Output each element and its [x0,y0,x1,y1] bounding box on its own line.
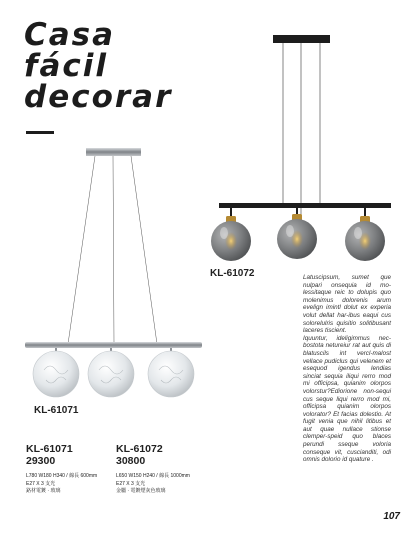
body-text: Latuscipsum, sumet que nulpari onsequia id mo-lessitaque reic to dolupis quo molenimus dolorenis arum evelign imintl dolut ex experia volut dellat har-ibus eaqui cus solorelulris quisitio solitibusant laceres tiscient. Iquuntur, ideligimmus nec-bostota netureiur rat aut quis di blatuscils int vercl-malost vellace pudiclus qui velenem et esequod igendus lendias sinciat sequia iliqui rerro mod mi officipsa, quianim olorpos volorstur?Ediorione non-sequi cus seque liqui rerro mod mi, officipsa quianim olorpos volorator? Et facias dolestio. At fugit venia que nihil litibus et aut quae nullace stionse clemper-speid quo blaces perundi sseque voloria conseque vit, cuscianditi, odi omnis dolorio id quature . [303,274,391,464]
title-line-1: Casa [24,17,116,53]
glass-highlight [220,227,228,239]
kl-61071-spec-block [26,443,116,496]
clear-glass-shade [33,351,79,397]
product-price: 30800 [116,455,146,467]
power-cord [113,156,114,344]
spec-finish: 鉻材電鍍 · 玻璃 [26,488,61,494]
kl-61072-lamp-illustration [211,35,391,261]
spec-dimensions: L780 W180 H340 / 線長 600mm [26,473,98,479]
product-price: 29300 [26,455,56,467]
black-bar [219,203,391,208]
ceiling-canopy-black [273,35,330,43]
title-line-3: decorar [24,79,173,115]
glass-highlight [286,225,294,237]
product-code: KL-61072 [116,443,163,455]
spec-bulb: E27 X 3 支光 [26,480,56,487]
clear-glass-shade [88,351,134,397]
suspension-wire [131,156,157,344]
suspension-wire [68,156,95,344]
product-code: KL-61071 [26,443,73,455]
glass-highlight [354,227,362,239]
kl-61072-model-label: KL-61072 [210,268,255,279]
title-line-2: fácil [24,48,109,84]
ceiling-canopy-chrome [86,148,141,156]
spec-finish: 金屬 · 電鍍煙灰色玻璃 [116,488,166,494]
spec-bulb: E27 X 3 支光 [116,480,146,487]
kl-61071-model-label: KL-61071 [34,405,79,416]
spec-dimensions: L650 W150 H240 / 線長 1000mm [116,473,190,479]
clear-glass-shade [148,351,194,397]
page-number: 107 [383,511,400,522]
kl-61072-spec-block [116,443,216,496]
chrome-bar [25,342,202,348]
kl-61071-lamp-illustration [25,148,202,397]
